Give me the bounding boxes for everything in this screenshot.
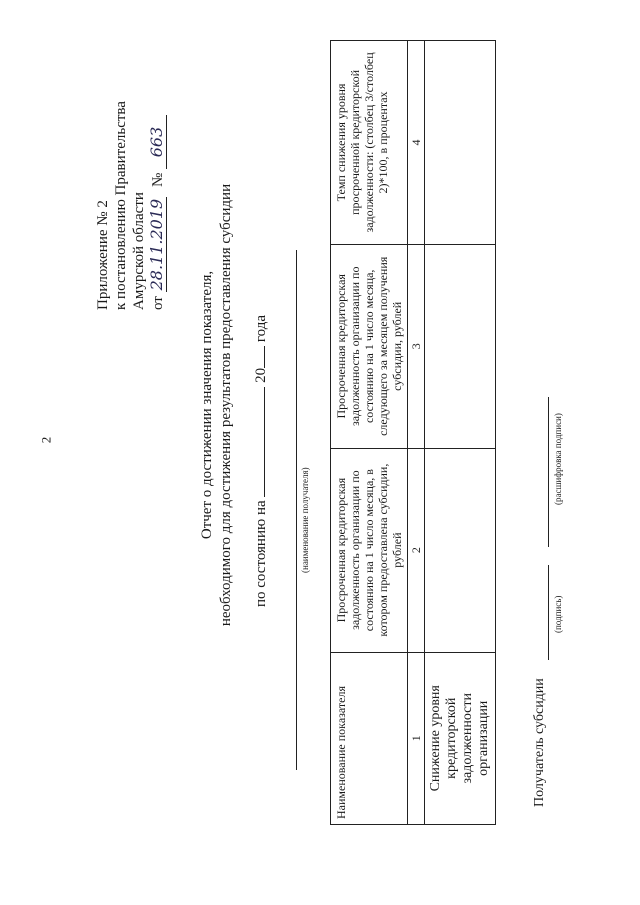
appendix-line-2: к постановлению Правительства: [113, 101, 129, 310]
column-number: 4: [408, 41, 425, 245]
recipient-caption: (наименование получателя): [300, 467, 310, 573]
recipient-name-line: [296, 250, 297, 770]
title-line-1: Отчет о достижении значения показателя,: [199, 270, 215, 540]
header-decline-rate: Темп снижения уровня просроченной кредиторской задолженности: (столбец 3/столбец 2)*100, в процентах: [331, 41, 408, 245]
date-blank: [252, 387, 265, 497]
signature-label: Получатель субсидии: [532, 678, 547, 807]
date-prefix: от: [150, 296, 166, 310]
report-table: [330, 40, 496, 825]
row-debt-next-value[interactable]: [425, 244, 496, 448]
as-of-line: [252, 315, 270, 607]
signature-decode-caption: (расшифровка подписи): [553, 413, 563, 505]
report-title: [198, 105, 236, 705]
handwritten-number: 663: [148, 115, 167, 169]
as-of-suffix: года: [253, 314, 269, 343]
column-number: 3: [408, 244, 425, 448]
header-debt-start: Просроченная кредиторская задолженность организации по состоянию на 1 число месяца, в котором предоставлена субсидии, рублей: [331, 448, 408, 652]
year-prefix: 20: [253, 367, 269, 383]
column-number: 1: [408, 652, 425, 824]
row-indicator-name: Снижение уровня кредиторской задолженности организации: [425, 652, 496, 824]
column-number: 2: [408, 448, 425, 652]
row-decline-rate-value[interactable]: [425, 41, 496, 245]
handwritten-date: 28.11.2019: [147, 198, 166, 291]
table-row: [425, 41, 496, 825]
table-number-row: [408, 41, 425, 825]
number-prefix: №: [150, 172, 166, 188]
header-debt-next: Просроченная кредиторская задолженность организации по состоянию на 1 число месяца, следующего за месяцем получения субсидии, рублей: [331, 244, 408, 448]
signature-line: [548, 565, 549, 660]
appendix-block: [94, 101, 167, 310]
row-debt-start-value[interactable]: [425, 448, 496, 652]
table-header-row: [331, 41, 408, 825]
as-of-prefix: по состоянию на: [253, 500, 269, 607]
page-number: 2: [38, 436, 54, 444]
year-blank: [252, 346, 265, 368]
signature-caption: (подпись): [553, 595, 563, 633]
title-line-2: необходимого для достижения результатов предоставления субсидии: [218, 183, 234, 627]
header-indicator-name: Наименование показателя: [331, 652, 408, 824]
signature-decode-line: [548, 397, 549, 547]
appendix-line-3: Амурской области: [131, 192, 147, 310]
appendix-line-1: Приложение № 2: [95, 200, 111, 310]
appendix-date-row: [148, 101, 167, 310]
